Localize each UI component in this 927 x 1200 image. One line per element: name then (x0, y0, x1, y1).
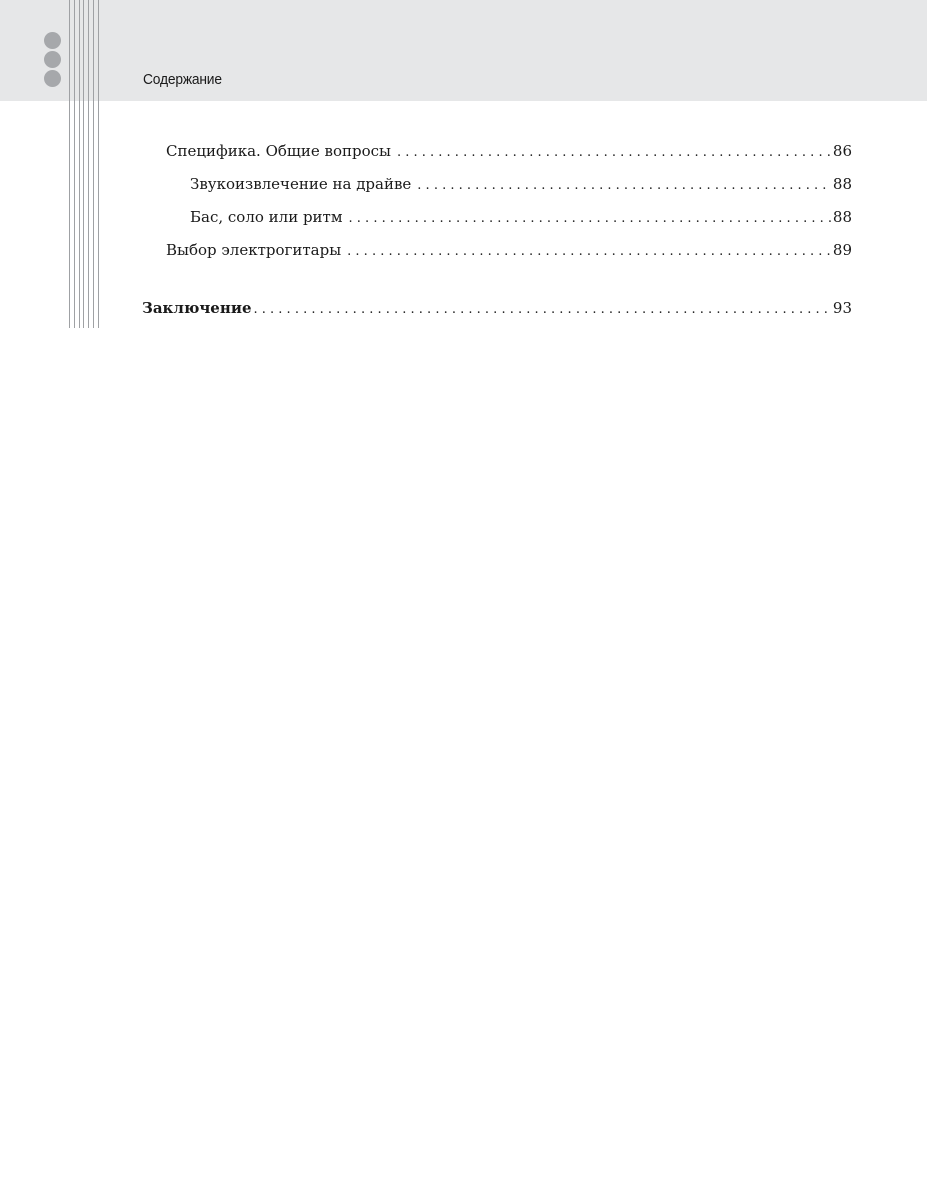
toc-entry-label: Звукоизвлечение на драйве (190, 175, 412, 193)
toc-entry-label: Бас, соло или ритм (190, 208, 343, 226)
dot-icon (44, 51, 61, 68)
dot-icon (44, 70, 61, 87)
vertical-rule (69, 0, 70, 328)
toc-entry-page: 93 (832, 299, 852, 317)
toc-entry-page: 88 (832, 208, 852, 226)
dot-icon (44, 32, 61, 49)
toc-entry-page: 86 (832, 142, 852, 160)
toc-entry[interactable] (190, 207, 852, 227)
toc-entry[interactable] (190, 174, 852, 194)
vertical-rule (79, 0, 80, 328)
vertical-rule (74, 0, 75, 328)
vertical-rule (83, 0, 84, 328)
toc-entry-label: Выбор электрогитары (166, 241, 342, 259)
toc-entry-label: Специфика. Общие вопросы (166, 142, 391, 160)
header-band (0, 0, 927, 101)
dot-leader (349, 209, 831, 229)
toc-entry-page: 88 (832, 175, 852, 193)
toc-entry-label: Заключение (142, 299, 252, 317)
dot-leader (254, 300, 831, 320)
vertical-rule (93, 0, 94, 328)
dot-leader (347, 242, 831, 262)
decorative-dots (44, 32, 62, 89)
page-title: Содержание (143, 71, 222, 88)
dot-leader (397, 143, 831, 163)
vertical-rule (88, 0, 89, 328)
decorative-vertical-rules (69, 0, 99, 328)
toc-entry-page: 89 (832, 241, 852, 259)
toc-entry[interactable] (166, 240, 852, 260)
toc-entry-chapter[interactable] (142, 298, 852, 318)
vertical-rule (98, 0, 99, 328)
dot-leader (417, 176, 831, 196)
toc-entry[interactable] (166, 141, 852, 161)
